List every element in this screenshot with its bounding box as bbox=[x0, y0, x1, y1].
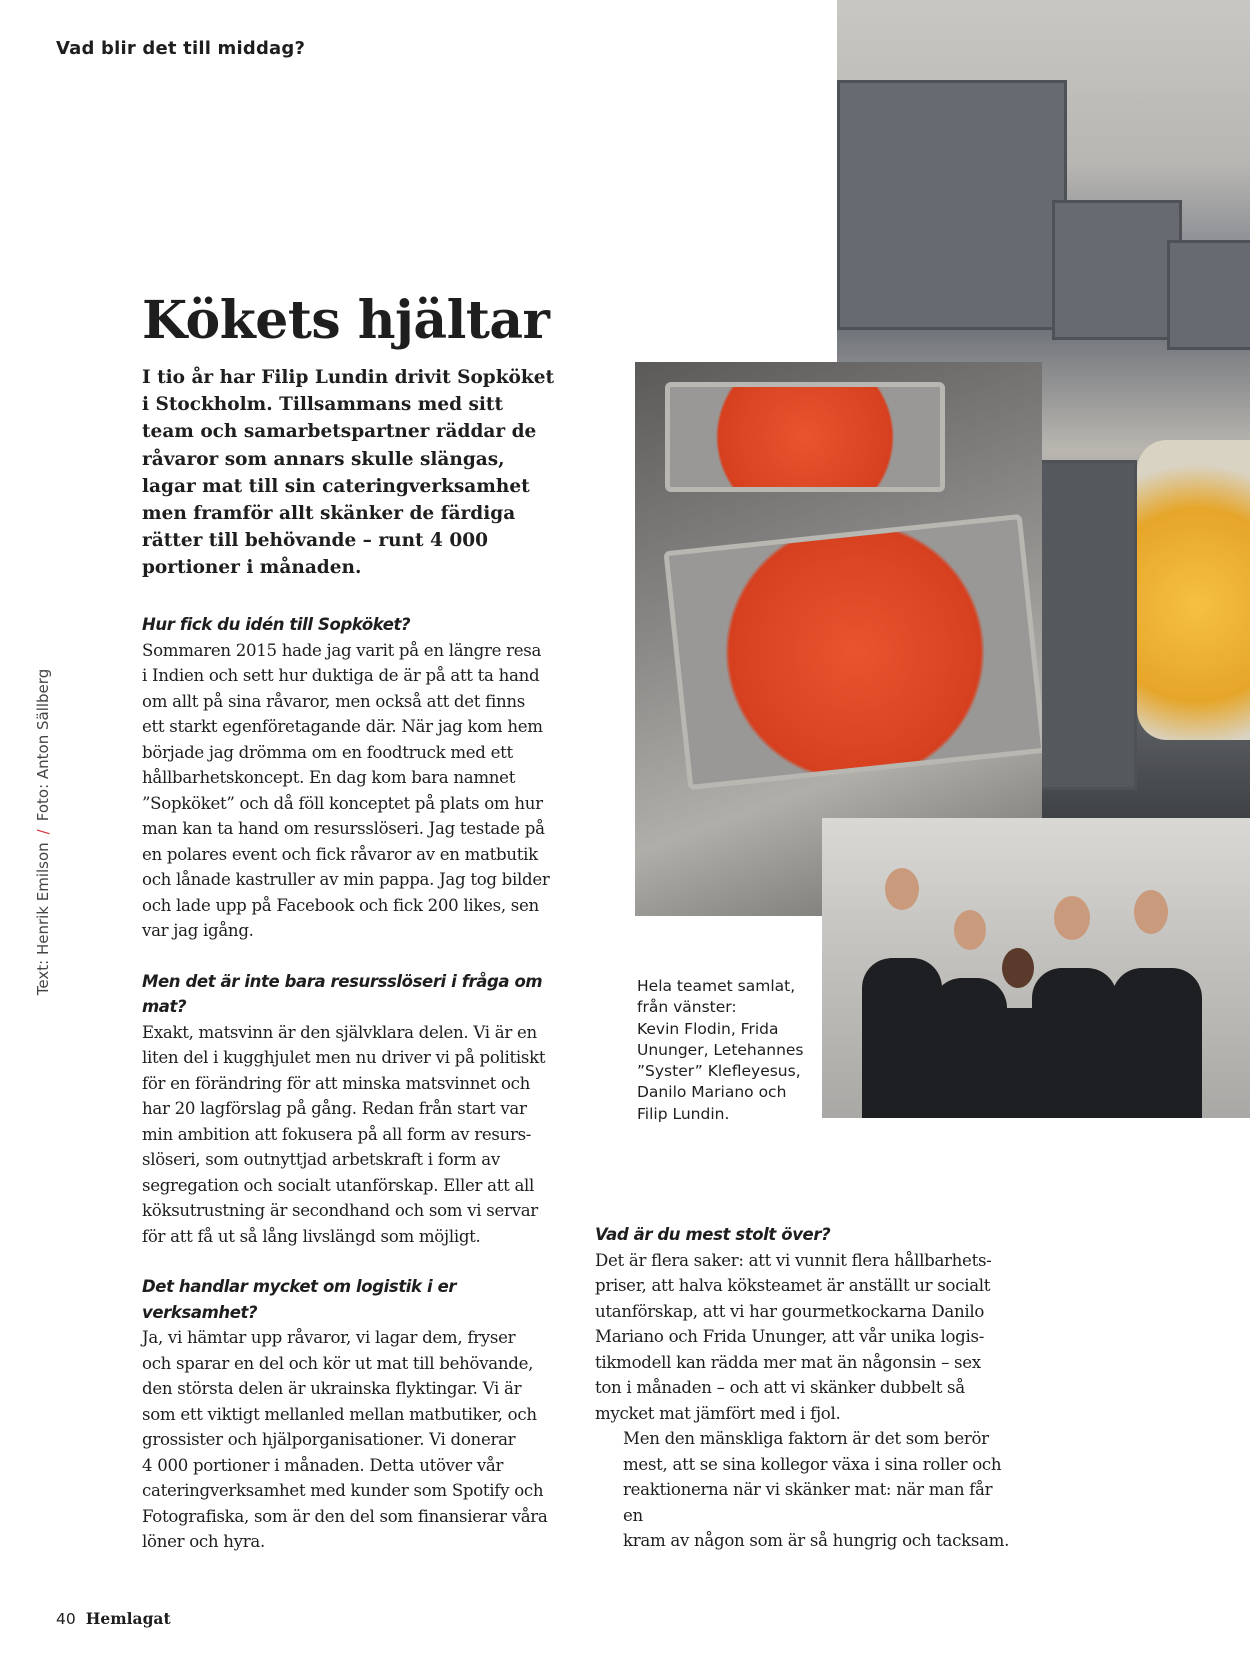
person-head bbox=[1054, 896, 1090, 940]
text-line: började jag drömma om en foodtruck med ett bbox=[142, 742, 513, 762]
text-line: Hela teamet samlat, bbox=[637, 977, 796, 995]
text-line: tikmodell kan rädda mer mat än någonsin – sex bbox=[595, 1352, 981, 1372]
person bbox=[1112, 968, 1202, 1118]
text-line: i Indien och sett hur duktiga de är på att ta hand bbox=[142, 666, 540, 685]
answer-paragraph bbox=[142, 1020, 572, 1250]
text-line: mest, att se sina kollegor växa i sina roller och bbox=[623, 1454, 1002, 1474]
text-line: ett starkt egenföretagande där. När jag kom hem bbox=[142, 717, 543, 736]
answer-paragraph bbox=[142, 638, 572, 944]
text-line: den största delen är ukrainska flyktingar. Vi är bbox=[142, 1379, 522, 1398]
text-line: Fotografiska, som är den del som finansierar våra bbox=[142, 1506, 548, 1526]
photo-team bbox=[822, 818, 1250, 1118]
text-line: ton i månaden – och att vi skänker dubbelt så bbox=[595, 1378, 965, 1397]
text-line: och lade upp på Facebook och fick 200 likes, sen bbox=[142, 895, 539, 915]
frozen-fruit-bag bbox=[1137, 440, 1250, 740]
text-line: Filip Lundin. bbox=[637, 1104, 730, 1123]
text-line: min ambition att fokusera på all form av resurs- bbox=[142, 1124, 532, 1144]
text-line: kram av någon som är så hungrig och tacksam. bbox=[623, 1531, 1010, 1550]
text-line: lagar mat till sin cateringverksamhet bbox=[142, 475, 530, 497]
text-line: Sommaren 2015 hade jag varit på en längre resa bbox=[142, 640, 542, 660]
paragraph-gap bbox=[142, 944, 572, 969]
crate bbox=[1167, 240, 1250, 350]
text-line: priser, att halva köksteamet är anställt ur socialt bbox=[595, 1276, 991, 1295]
person bbox=[1032, 968, 1117, 1118]
text-line: liten del i kugghjulet men nu driver vi på politiskt bbox=[142, 1048, 546, 1067]
article-title: Kökets hjältar bbox=[142, 290, 550, 351]
person bbox=[862, 958, 942, 1118]
section-kicker: Vad blir det till middag? bbox=[56, 38, 306, 59]
text-line: en polares event och fick råvaror av en matbutik bbox=[142, 844, 538, 864]
text-line: utanförskap, att vi har gourmetkockarna Danilo bbox=[595, 1301, 985, 1321]
interview-question: Vad är du mest stolt över? bbox=[595, 1225, 831, 1244]
text-line: portioner i månaden. bbox=[142, 557, 362, 579]
text-line: råvaror som annars skulle slängas, bbox=[142, 448, 505, 470]
text-line: hållbarhetskoncept. En dag kom bara namnet bbox=[142, 768, 516, 787]
interview-question: Men det är inte bara resursslöseri i fråga om mat? bbox=[142, 971, 543, 1016]
text-line: man kan ta hand om resursslöseri. Jag testade på bbox=[142, 819, 545, 838]
text-line: cateringverksamhet med kunder som Spotify och bbox=[142, 1481, 544, 1500]
text-line: Exakt, matsvinn är den självklara delen. Vi är en bbox=[142, 1022, 537, 1042]
person-head bbox=[885, 868, 919, 910]
crate bbox=[837, 80, 1067, 330]
person-head bbox=[1002, 948, 1034, 988]
text-line: Det är flera saker: att vi vunnit flera hållbarhets- bbox=[595, 1250, 992, 1270]
text-line: i Stockholm. Tillsammans med sitt bbox=[142, 394, 504, 416]
article-column-1 bbox=[142, 612, 572, 1555]
tray bbox=[663, 514, 1042, 790]
paragraph-gap bbox=[142, 1249, 572, 1274]
text-line: team och samarbetspartner räddar de bbox=[142, 421, 537, 443]
text-line: grossister och hjälporganisationer. Vi donerar bbox=[142, 1430, 516, 1449]
article-intro bbox=[142, 364, 582, 582]
text-line: Men den mänskliga faktorn är det som berör bbox=[623, 1429, 989, 1448]
photo-caption bbox=[637, 976, 822, 1125]
text-line: från vänster: bbox=[637, 998, 737, 1017]
credit-separator: / bbox=[34, 829, 52, 835]
text-line: var jag igång. bbox=[142, 921, 254, 940]
tray bbox=[665, 382, 945, 492]
text-line: som ett viktigt mellanled mellan matbutiker, och bbox=[142, 1404, 537, 1424]
answer-paragraph bbox=[142, 1325, 572, 1555]
text-line: rätter till behövande – runt 4 000 bbox=[142, 530, 488, 552]
page-footer bbox=[56, 1609, 171, 1628]
text-line: för att få ut så lång livslängd som möjligt. bbox=[142, 1226, 481, 1246]
text-line: 4 000 portioner i månaden. Detta utöver vår bbox=[142, 1455, 504, 1475]
article-column-2 bbox=[595, 1222, 1015, 1554]
text-line: men framför allt skänker de färdiga bbox=[142, 503, 516, 525]
answer-paragraph bbox=[595, 1248, 1015, 1427]
crate bbox=[1052, 200, 1182, 340]
text-line: reaktionerna när vi skänker mat: när man får en bbox=[623, 1480, 993, 1525]
text-line: ”Syster” Klefleyesus, bbox=[637, 1062, 801, 1081]
interview-question: Hur fick du idén till Sopköket? bbox=[142, 615, 411, 634]
text-line: för en förändring för att minska matsvinnet och bbox=[142, 1073, 531, 1093]
text-line: segregation och socialt utanförskap. Eller att all bbox=[142, 1175, 535, 1195]
text-line: Ununger, Letehannes bbox=[637, 1040, 804, 1059]
text-line: I tio år har Filip Lundin drivit Sopköket bbox=[142, 367, 555, 388]
text-line: slöseri, som outnyttjad arbetskraft i form av bbox=[142, 1150, 500, 1169]
text-line: köksutrustning är secondhand och som vi servar bbox=[142, 1201, 538, 1220]
magazine-name: Hemlagat bbox=[85, 1609, 171, 1628]
text-line: Danilo Mariano och bbox=[637, 1083, 787, 1102]
text-line: Mariano och Frida Ununger, att vår unika logis- bbox=[595, 1327, 985, 1346]
interview-question: Det handlar mycket om logistik i er verksamhet? bbox=[142, 1277, 457, 1322]
text-line: Kevin Flodin, Frida bbox=[637, 1019, 779, 1038]
text-line: har 20 lagförslag på gång. Redan från start var bbox=[142, 1099, 527, 1118]
person-head bbox=[954, 910, 986, 950]
photo-credit: Foto: Anton Sällberg bbox=[34, 668, 52, 822]
text-line: löner och hyra. bbox=[142, 1532, 265, 1551]
text-line: och sparar en del och kör ut mat till behövande, bbox=[142, 1353, 534, 1373]
text-line: Ja, vi hämtar upp råvaror, vi lagar dem, fryser bbox=[142, 1328, 516, 1347]
text-line: mycket mat jämfört med i fjol. bbox=[595, 1403, 841, 1423]
text-line: om allt på sina råvaror, men också att det finns bbox=[142, 691, 525, 711]
person-head bbox=[1134, 890, 1168, 934]
answer-paragraph bbox=[595, 1426, 1015, 1554]
text-credit: Text: Henrik Emilson bbox=[34, 842, 52, 996]
byline-credit bbox=[34, 669, 52, 995]
page-number: 40 bbox=[56, 1610, 76, 1628]
text-line: och lånade kastruller av min pappa. Jag tog bilder bbox=[142, 870, 550, 889]
text-line: ”Sopköket” och då föll konceptet på plats om hur bbox=[142, 793, 543, 813]
